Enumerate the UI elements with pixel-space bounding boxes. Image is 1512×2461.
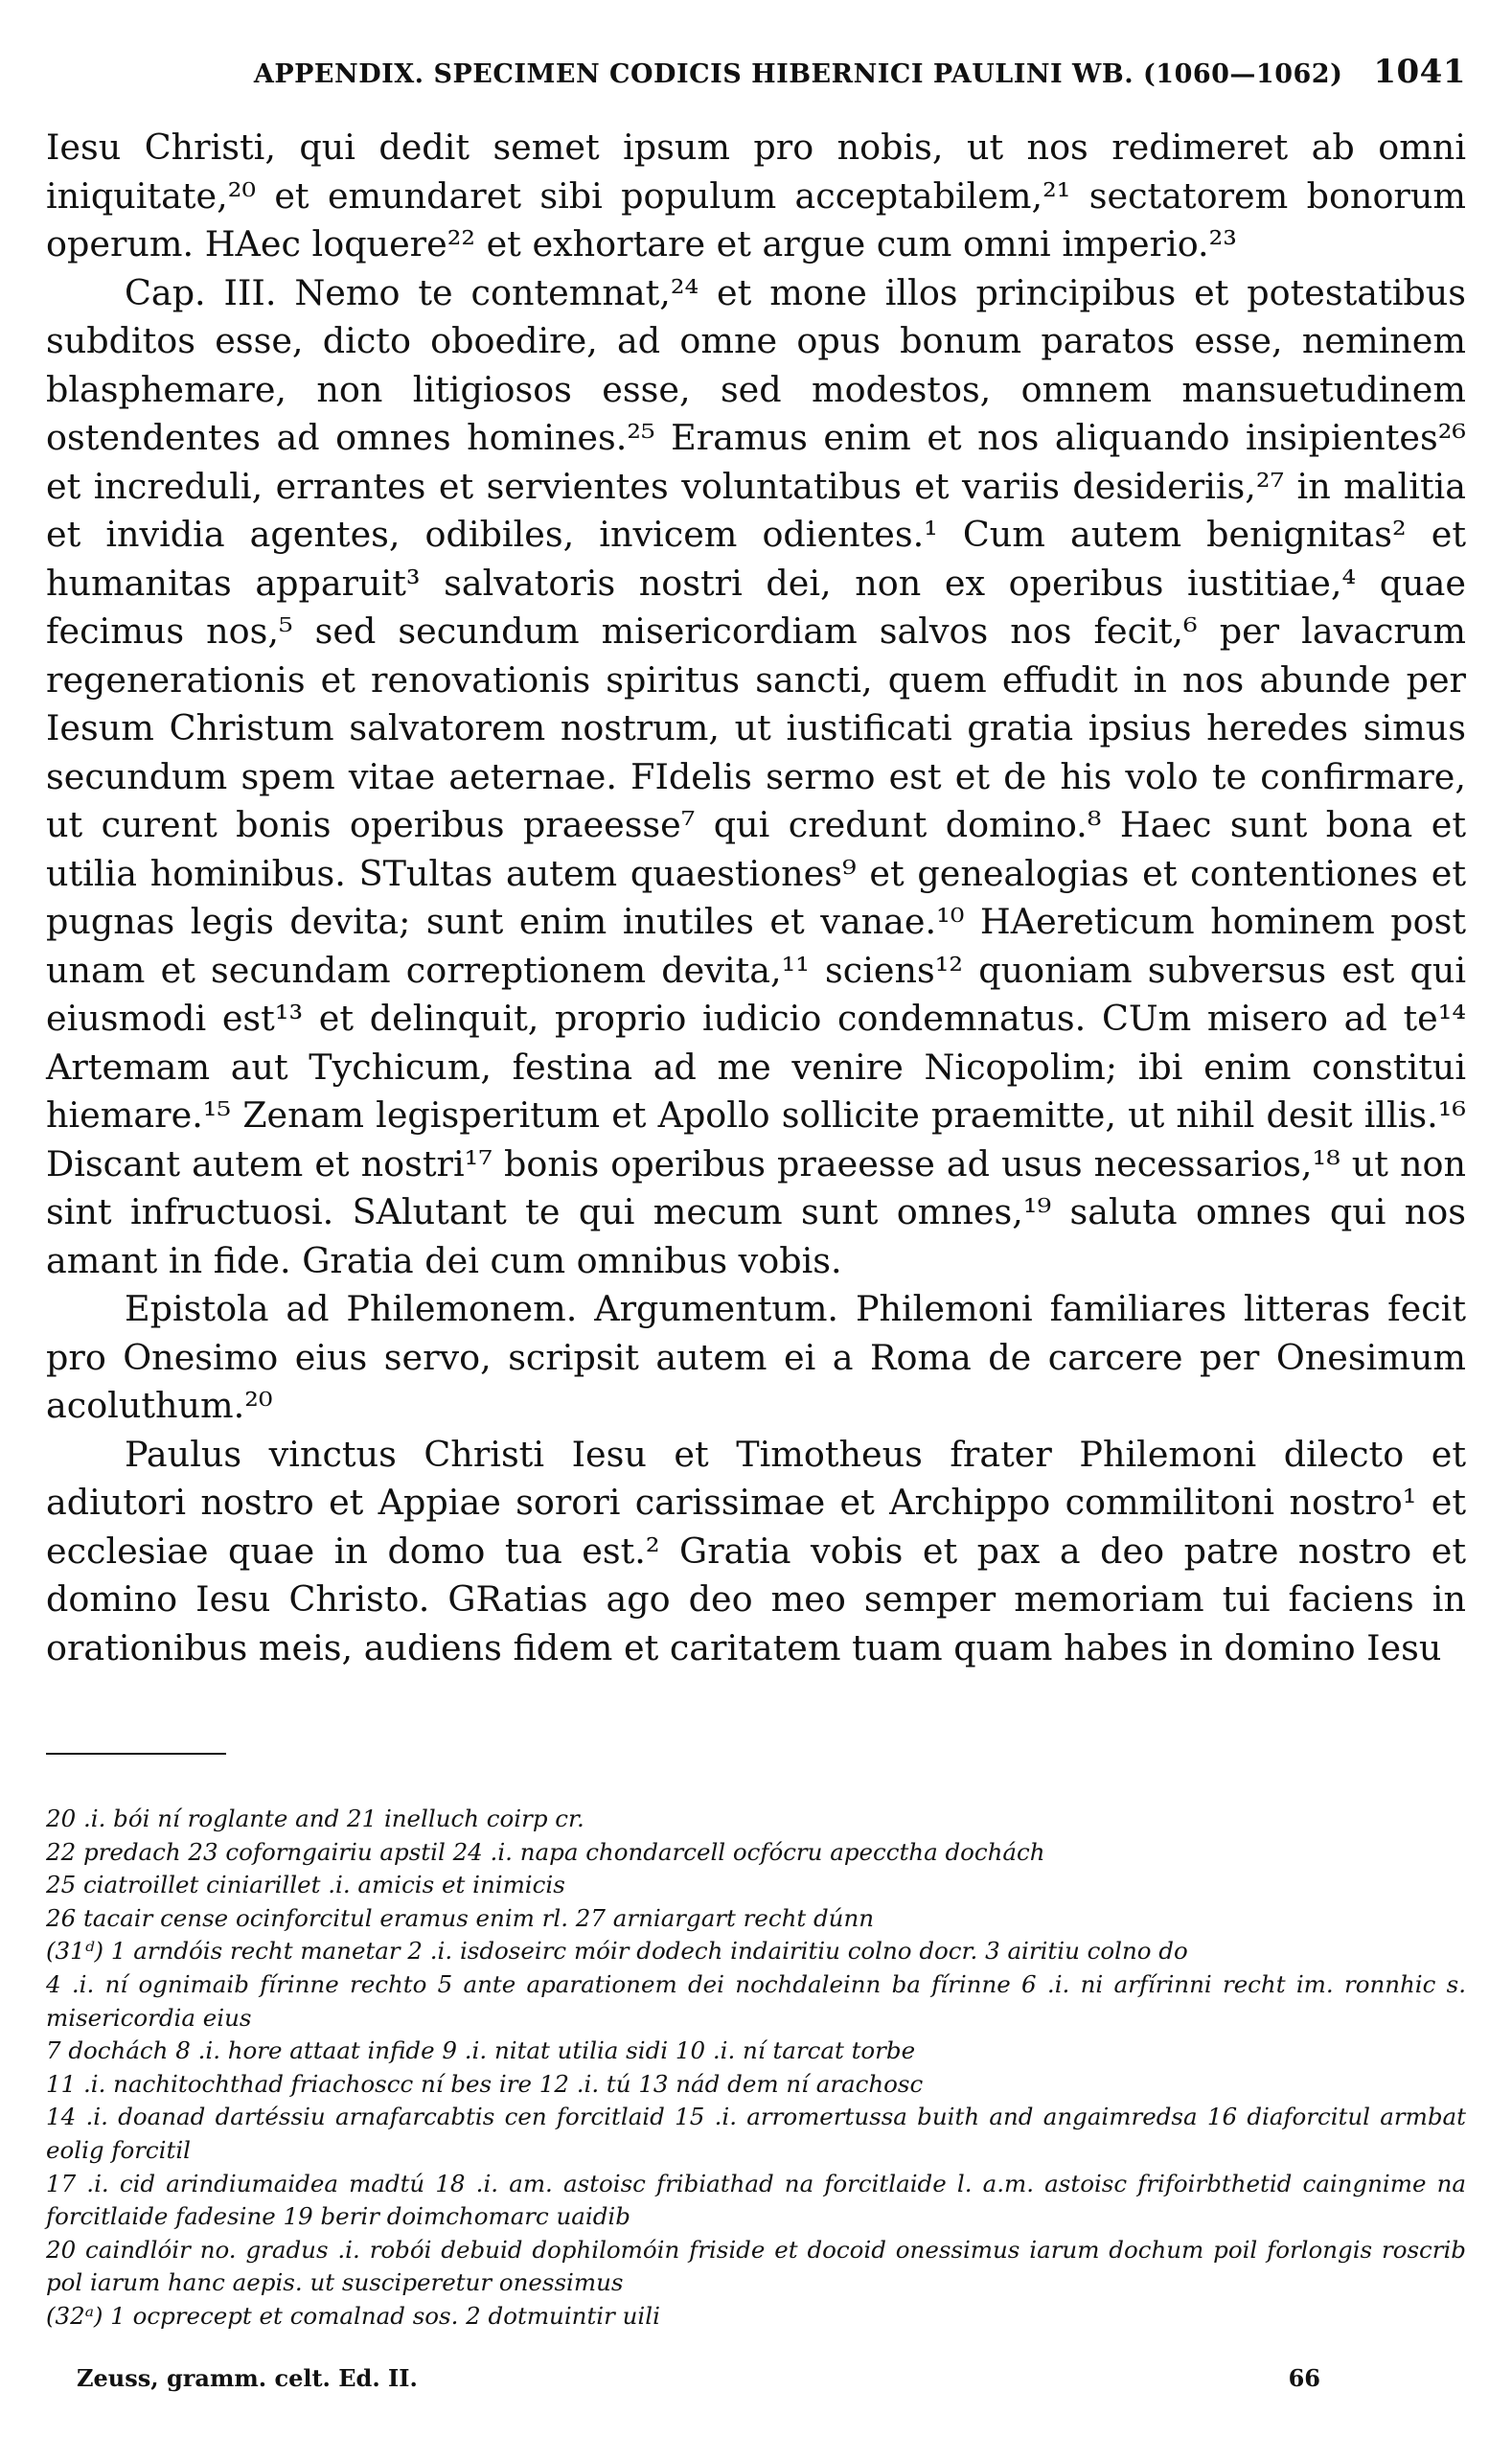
- paragraph-titus-2-end: Iesu Christi, qui dedit semet ipsum pro nobis, ut nos redimeret ab omni iniquitate,²⁰ et emundaret sibi populum acceptabilem,²¹ sectatorem bonorum operum. HAec loquere²² et exhortare et argue cum omni imperio.²³: [46, 126, 1466, 264]
- footnote-line: 7 dochách 8 .i. hore attaat infide 9 .i. nitat utilia sidi 10 .i. ní tarcat torbe: [46, 2036, 916, 2065]
- footnote-line: 17 .i. cid arindiumaidea madtú 18 .i. am. astoisc fribiathad na forcitlaide l. a.m. astoisc frifoirbthetid caingnime na forcitlaide fadesine 19 berir doimchomarc uaidib: [46, 2169, 1466, 2231]
- footnote-line: 25 ciatroillet ciniarillet .i. amicis et inimicis: [46, 1871, 565, 1899]
- main-text: [46, 124, 1466, 1672]
- footnotes: [46, 1803, 1466, 2334]
- page-number: 1041: [1373, 53, 1466, 91]
- footnote-line: 4 .i. ní ognimaib fírinne rechto 5 ante aparationem dei nochdaleinn ba fírinne 6 .i. ni arfírinni recht im. ronnhic s. misericordia eius: [46, 1969, 1466, 2032]
- footnote-line: 20 caindlóir no. gradus .i. robói debuid dophilomóin friside et docoid onessimus iarum dochum poil forlongis roscrib pol iarum hanc aepis. ut susciperetur onessimus: [46, 2235, 1466, 2297]
- footnote-line: (32ᵃ) 1 ocprecept et comalnad sos. 2 dotmuintir uili: [46, 2301, 660, 2330]
- footnote-line: 11 .i. nachitochthad friachoscc ní bes ire 12 .i. tú 13 nád dem ní arachosc: [46, 2069, 924, 2098]
- footnote-line: 14 .i. doanad dartéssiu arnafarcabtis cen forcitlaid 15 .i. arromertussa buith and angaimredsa 16 diaforcitul armbat eolig forcitil: [46, 2103, 1466, 2164]
- footnote-line: 20 .i. bói ní roglante and 21 inelluch coirp cr.: [46, 1805, 584, 1832]
- running-header: [46, 53, 1466, 99]
- paragraph-philemon-argument: Epistola ad Philemonem. Argumentum. Philemoni familiares litteras fecit pro Onesimo eius servo, scripsit autem ei a Roma de carcere per Onesimum acoluthum.²⁰: [46, 1288, 1466, 1426]
- paragraph-philemon-1: Paulus vinctus Christi Iesu et Timotheus frater Philemoni dilecto et adiutori nostro et Appiae sorori carissimae et Archippo commilitoni nostro¹ et ecclesiae quae in domo tua est.² Gratia vobis et pax a deo patre nostro et domino Iesu Christo. GRatias ago deo meo semper memoriam tui faciens in orationibus meis, audiens fidem et caritatem tuam quam habes in domino Iesu: [46, 1433, 1466, 1668]
- footnote-line: 22 predach 23 coforngairiu apstil 24 .i. napa chondarcell ocfócru apecctha dochách: [46, 1837, 1045, 1866]
- footer-signature: Zeuss, gramm. celt. Ed. II.: [77, 2364, 418, 2392]
- running-title: APPENDIX. SPECIMEN CODICIS HIBERNICI PAULINI WB. (1060—1062): [253, 59, 1343, 89]
- footnote-line: (31ᵈ) 1 arndóis recht manetar 2 .i. isdoseirc móir dodech indairitiu colno docr. 3 airitiu colno do: [46, 1937, 1188, 1966]
- footnote-line: 26 tacair cense ocinforcitul eramus enim rl. 27 arniargart recht dúnn: [46, 1903, 875, 1932]
- footer-sheet-number: 66: [1288, 2364, 1320, 2392]
- paragraph-titus-3: Cap. III. Nemo te contemnat,²⁴ et mone illos principibus et potestatibus subditos esse, dicto oboedire, ad omne opus bonum paratos esse, neminem blasphemare, non litigiosos esse, sed modestos, omnem mansuetudinem ostendentes ad omnes homines.²⁵ Eramus enim et nos aliquando insipientes²⁶ et increduli, errantes et servientes voluntatibus et variis desideriis,²⁷ in malitia et invidia agentes, odibiles, invicem odientes.¹ Cum autem benignitas² et humanitas apparuit³ salvatoris nostri dei, non ex operibus iustitiae,⁴ quae fecimus nos,⁵ sed secundum misericordiam salvos nos fecit,⁶ per lavacrum regenerationis et renovationis spiritus sancti, quem effudit in nos abunde per Iesum Christum salvatorem nostrum, ut iustificati gratia ipsius heredes simus secundum spem vitae aeternae. FIdelis sermo est et de his volo te confirmare, ut curent bonis operibus praeesse⁷ qui credunt domino.⁸ Haec sunt bona et utilia hominibus. STultas autem quaestiones⁹ et genealogias et contentiones et pugnas legis devita; sunt enim inutiles et vanae.¹⁰ HAereticum hominem post unam et secundam correptionem devita,¹¹ sciens¹² quoniam subversus est qui eiusmodi est¹³ et delinquit, proprio iudicio condemnatus. CUm misero ad te¹⁴ Artemam aut Tychicum, festina ad me venire Nicopolim; ibi enim constitui hiemare.¹⁵ Zenam legisperitum et Apollo sollicite praemitte, ut nihil desit illis.¹⁶ Discant autem et nostri¹⁷ bonis operibus praeesse ad usus necessarios,¹⁸ ut non sint infructuosi. SAlutant te qui mecum sunt omnes,¹⁹ saluta omnes qui nos amant in fide. Gratia dei cum omnibus vobis.: [46, 271, 1466, 1281]
- footnote-divider: [46, 1753, 226, 1755]
- page-footer: [77, 2364, 1320, 2392]
